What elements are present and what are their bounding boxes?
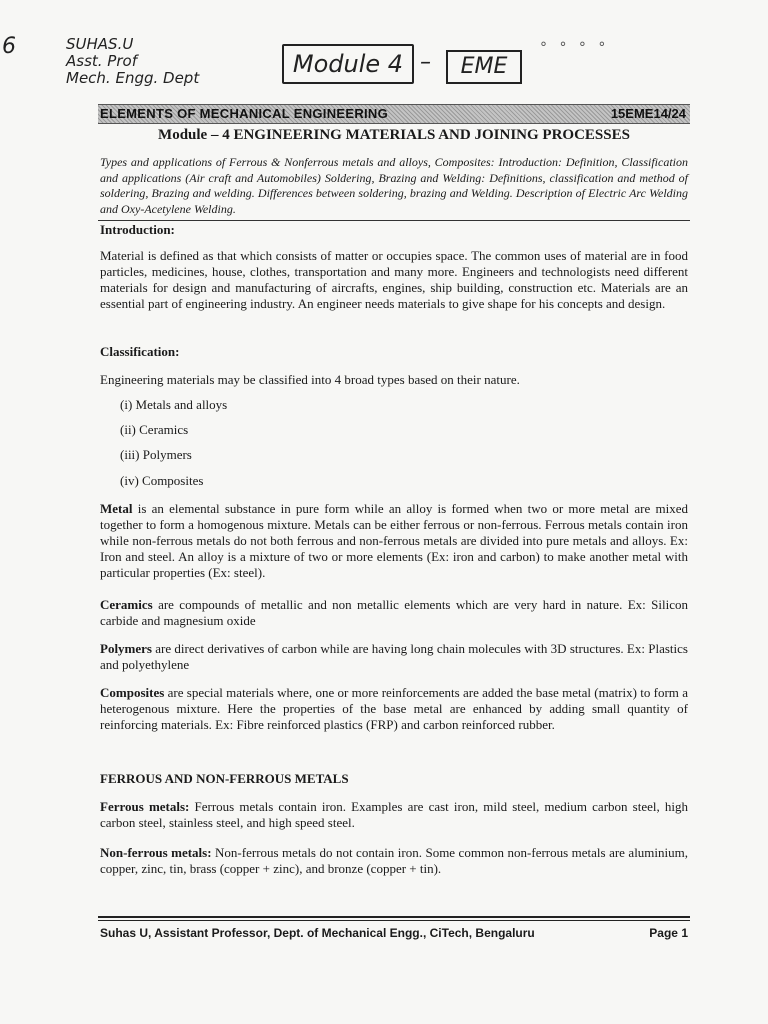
handwritten-author-note	[66, 36, 199, 87]
handwritten-dots: ° ° ° °	[540, 40, 610, 56]
term: Non-ferrous metals:	[100, 845, 212, 860]
definition-text: Ferrous metals contain iron. Examples are cast iron, mild steel, medium carbon steel, high carbon steel, stainless steel, and high speed steel.	[100, 799, 688, 830]
term: Ferrous metals:	[100, 799, 190, 814]
course-code: 15EME14/24	[610, 106, 686, 121]
handwritten-module-box: Module 4	[282, 44, 414, 84]
definition-text: are special materials where, one or more reinforcements are added the base metal (matrix) to form a heterogenous mixture. Here the properties of the base metal are enhanced by adding small quantity of reinforcing materials. Ex: Fibre reinforced plastics (FRP) and carbon reinforced rubber.	[100, 685, 688, 732]
handwritten-eme-box: EME	[446, 50, 522, 84]
handwritten-dash: –	[420, 50, 431, 75]
module-title: Module – 4 ENGINEERING MATERIALS AND JOINING PROCESSES	[158, 127, 630, 143]
divider	[98, 220, 690, 221]
course-name: ELEMENTS OF MECHANICAL ENGINEERING	[100, 106, 389, 121]
page-number: Page 1	[649, 926, 688, 940]
term: Ceramics	[100, 597, 153, 612]
definition-text: is an elemental substance in pure form while an alloy is formed when two or more metal are mixed together to form a homogenous mixture. Metals can be either ferrous or non-ferrous. Ferrous metals contain iron while non-ferrous metals do not both ferrous and non-ferrous metals are divided into pure metals and alloys. Ex: Iron and steel. An alloy is a mixture of two or more elements (Ex: iron and carbon) to make another metal with particular properties (Ex: steel).	[100, 501, 688, 580]
metal-paragraph	[100, 501, 688, 581]
term: Composites	[100, 685, 165, 700]
classification-lead: Engineering materials may be classified into 4 broad types based on their nature.	[100, 372, 520, 387]
classification-heading: Classification:	[100, 344, 180, 359]
introduction-text: Material is defined as that which consists of matter or occupies space. The common uses of material are in food particles, medicines, house, clothes, transportation and many more. Engineers and technologists need different materials for design and manufacturing of aircrafts, engines, ship building, construction etc. Materials are an essential part of engineering industry. An engineer needs materials to give shape for his concepts and design.	[100, 248, 688, 311]
term: Polymers	[100, 641, 152, 656]
definition-text: are direct derivatives of carbon while are having long chain molecules with 3D structures. Ex: Plastics and polyethylene	[100, 641, 688, 672]
polymers-paragraph	[100, 641, 688, 673]
list-item: (iii) Polymers	[120, 447, 192, 462]
list-item: (iv) Composites	[120, 473, 204, 488]
course-header-band	[98, 104, 690, 124]
term: Metal	[100, 501, 133, 516]
ceramics-paragraph	[100, 597, 688, 629]
definition-text: are compounds of metallic and non metallic elements which are very hard in nature. Ex: Silicon carbide and magnesium oxide	[100, 597, 688, 628]
syllabus-text: Types and applications of Ferrous & Nonferrous metals and alloys, Composites: Introduction: Definition, Classification and applications (Air craft and Automobiles) Soldering, Brazing and Welding: Definitions, classification and method of soldering, Brazing and welding. Differences between soldering, brazing and Welding. Description of Electric Arc Welding and Oxy-Acetylene Welding.	[100, 155, 688, 216]
introduction-heading: Introduction:	[100, 222, 175, 237]
definition-text: Non-ferrous metals do not contain iron. Some common non-ferrous metals are aluminium, copper, zinc, tin, brass (copper + zinc), and bronze (copper + tin).	[100, 845, 689, 876]
handwritten-line: Asst. Prof	[66, 52, 137, 70]
non-ferrous-paragraph	[100, 845, 688, 877]
footer-divider	[98, 920, 690, 921]
ferrous-paragraph	[100, 799, 688, 831]
page-footer	[100, 926, 688, 940]
footer-divider	[98, 916, 690, 918]
list-item: (i) Metals and alloys	[120, 397, 228, 412]
handwritten-number: 6	[2, 34, 16, 59]
ferrous-section-heading: FERROUS AND NON-FERROUS METALS	[100, 771, 349, 786]
handwritten-line: SUHAS.U	[66, 35, 134, 53]
footer-author: Suhas U, Assistant Professor, Dept. of Mechanical Engg., CiTech, Bengaluru	[100, 926, 535, 940]
handwritten-line: Mech. Engg. Dept	[66, 69, 200, 87]
list-item: (ii) Ceramics	[120, 422, 189, 437]
composites-paragraph	[100, 685, 688, 733]
